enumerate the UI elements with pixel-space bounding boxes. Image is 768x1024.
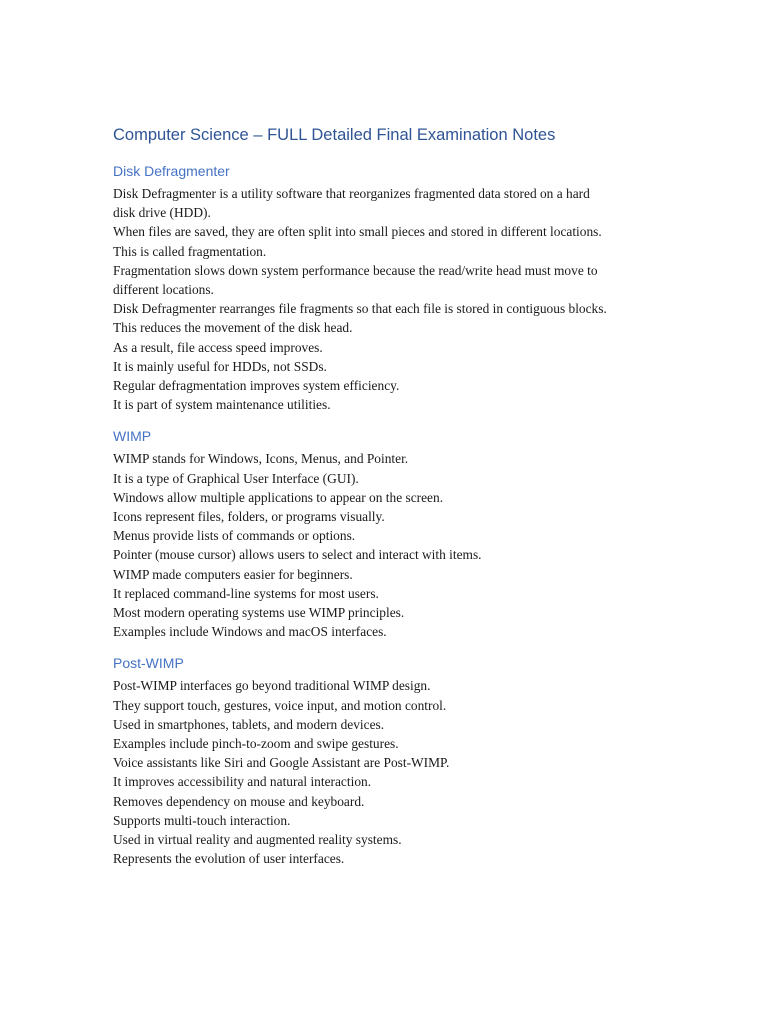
body-line: Post-WIMP interfaces go beyond traditional WIMP design. [113, 678, 431, 694]
document-page [113, 124, 673, 882]
body-line: Used in smartphones, tablets, and modern devices. [113, 716, 385, 732]
body-line: WIMP made computers easier for beginners. [113, 566, 353, 582]
body-line: Fragmentation slows down system performance because the read/write head must move to [113, 262, 598, 278]
body-line: Removes dependency on mouse and keyboard. [113, 793, 365, 809]
body-line: Represents the evolution of user interfaces. [113, 851, 345, 867]
body-line: Windows allow multiple applications to appear on the screen. [113, 489, 444, 505]
body-line: Menus provide lists of commands or options. [113, 528, 356, 544]
section-heading: WIMP [113, 428, 152, 445]
body-line: Pointer (mouse cursor) allows users to select and interact with items. [113, 547, 482, 563]
body-line: WIMP stands for Windows, Icons, Menus, and Pointer. [113, 451, 409, 467]
body-line: Examples include Windows and macOS interfaces. [113, 624, 387, 640]
body-line: They support touch, gestures, voice input, and motion control. [113, 697, 447, 713]
body-line: Examples include pinch-to-zoom and swipe gestures. [113, 736, 399, 752]
body-line: It replaced command-line systems for most users. [113, 585, 379, 601]
section-heading: Post-WIMP [113, 655, 184, 672]
body-line: When files are saved, they are often split into small pieces and stored in different locations. [113, 224, 602, 240]
section-disk-defragmenter [113, 162, 673, 414]
section-heading: Disk Defragmenter [113, 163, 230, 179]
body-line: Used in virtual reality and augmented reality systems. [113, 832, 402, 848]
body-line: disk drive (HDD). [113, 205, 211, 221]
document-title: Computer Science – FULL Detailed Final Examination Notes [113, 126, 556, 144]
body-line: Voice assistants like Siri and Google Assistant are Post-WIMP. [113, 755, 450, 771]
body-line: It is part of system maintenance utilities. [113, 397, 331, 413]
body-line: Most modern operating systems use WIMP principles. [113, 605, 405, 621]
body-line: Disk Defragmenter rearranges file fragments so that each file is stored in contiguous blocks. [113, 301, 607, 317]
body-line: It is mainly useful for HDDs, not SSDs. [113, 358, 327, 374]
body-line: different locations. [113, 282, 214, 298]
section-wimp [113, 427, 673, 641]
body-line: This reduces the movement of the disk head. [113, 320, 353, 336]
body-line: Disk Defragmenter is a utility software that reorganizes fragmented data stored on a hard [113, 186, 590, 201]
section-post-wimp [113, 654, 673, 868]
body-line: This is called fragmentation. [113, 243, 267, 259]
body-line: Icons represent files, folders, or programs visually. [113, 509, 385, 525]
body-line: It improves accessibility and natural interaction. [113, 774, 372, 790]
body-line: Supports multi-touch interaction. [113, 812, 291, 828]
body-line: It is a type of Graphical User Interface (GUI). [113, 470, 359, 486]
body-line: As a result, file access speed improves. [113, 339, 323, 355]
body-line: Regular defragmentation improves system efficiency. [113, 378, 400, 394]
